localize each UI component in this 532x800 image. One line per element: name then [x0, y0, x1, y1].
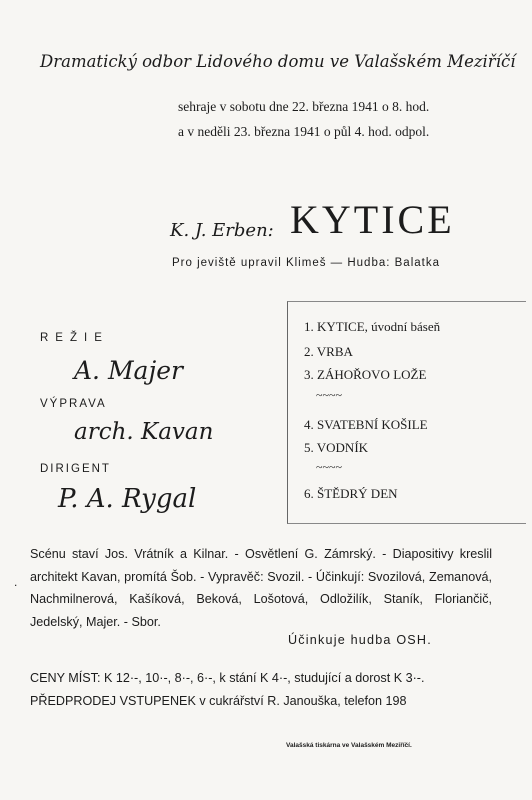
margin-mark: . [14, 575, 18, 589]
ticket-prices: CENY MÍST: K 12·-, 10·-, 8·-, 6·-, k stání K 4·-, studující a dorost K 3·-. [30, 671, 425, 685]
production-credits: Scénu staví Jos. Vrátník a Kilnar. - Osvětlení G. Zámrský. - Diapositivy kreslil architekt Kavan, promítá Šob. - Vypravěč: Svozil. - Účinkují: Svozilová, Zemanová, Nachmilnerová, Kašíková, Beková, Lošotová, Odložilík, Staník, Floriančič, Jedelský, Majer. - Sbor. [30, 547, 492, 629]
program-separator: ~~~~ [316, 388, 342, 402]
play-title: KYTICE [290, 197, 455, 242]
program-item: 2. VRBA [304, 344, 353, 359]
ticket-presale: PŘEDPRODEJ VSTUPENEK v cukrářství R. Janouška, telefon 198 [30, 694, 407, 708]
printer-imprint: Valašská tiskárna ve Valašském Meziříčí. [286, 742, 412, 749]
role-label-conductor: DIRIGENT [40, 463, 111, 475]
role-name-scenery: arch. Kavan [74, 419, 214, 445]
program-list [287, 301, 526, 524]
music-credit: Účinkuje hudba OSH. [288, 633, 432, 647]
program-item: 4. SVATEBNÍ KOŠILE [304, 417, 428, 432]
program-item: 1. KYTICE, úvodní báseň [304, 319, 441, 334]
adaptation-credit: Pro jeviště upravil Klimeš — Hudba: Balatka [172, 257, 440, 269]
role-name-conductor: P. A. Rygal [58, 484, 197, 514]
role-label-scenery: VÝPRAVA [40, 398, 107, 410]
role-name-direction: A. Majer [74, 356, 183, 385]
program-item: 5. VODNÍK [304, 440, 369, 455]
performance-date-2: a v neděli 23. března 1941 o půl 4. hod. odpol. [178, 124, 430, 139]
role-label-direction: REŽIE [40, 332, 109, 344]
performance-date-1: sehraje v sobotu dne 22. března 1941 o 8. hod. [178, 99, 430, 114]
author-name: K. J. Erben: [170, 220, 274, 241]
program-item: 3. ZÁHOŘOVO LOŽE [304, 367, 427, 382]
organizer-line: Dramatický odbor Lidového domu ve Valašském Meziříčí [40, 52, 516, 71]
program-separator: ~~~~ [316, 460, 342, 474]
program-item: 6. ŠTĚDRÝ DEN [304, 486, 398, 501]
